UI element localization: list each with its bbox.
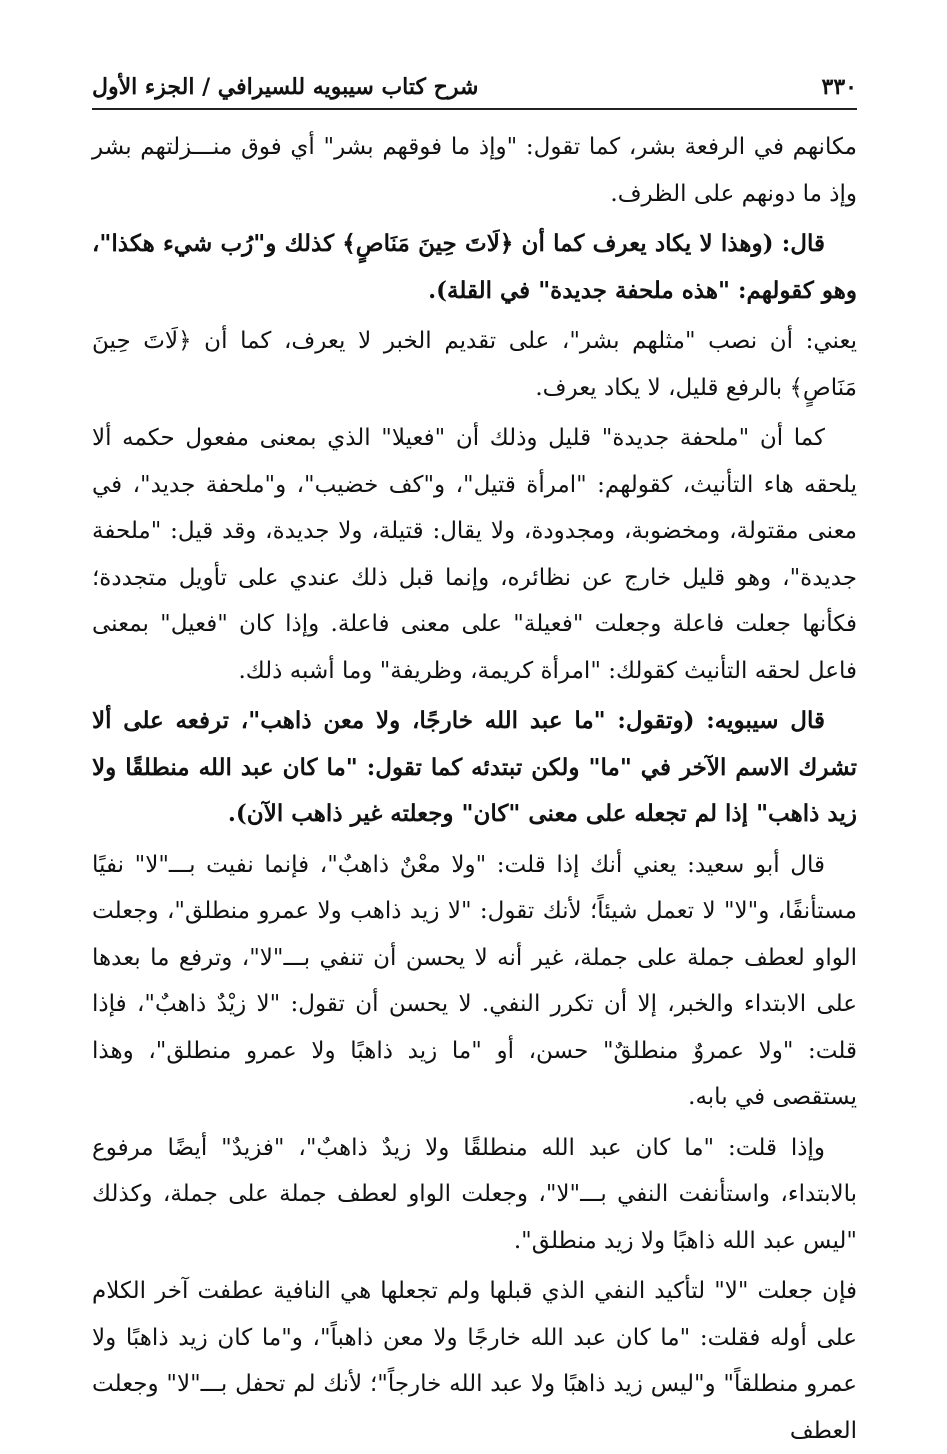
paragraph-8: فإن جعلت "لا" لتأكيد النفي الذي قبلها ولم تجعلها هي النافية عطفت آخر الكلام على أوله فقلت: "ما كان عبد الله خارجًا ولا معن ذاهباً"، و"ما كان زيد ذاهبًا ولا عمرو منطلقاً" و"ليس زيد ذاهبًا ولا عبد الله خارجاً"؛ لأنك لم تحفل بـــ"لا" وجعلت العطف bbox=[92, 1278, 857, 1444]
paragraph-3: يعني: أن نصب "مثلهم بشر"، على تقديم الخبر لا يعرف، كما أن ﴿لَاتَ حِينَ مَنَاصٍ﴾ بالرفع قليل، لا يكاد يعرف. bbox=[92, 328, 857, 401]
page-header bbox=[92, 62, 857, 100]
page-body bbox=[92, 124, 857, 1454]
running-title: شرح كتاب سيبويه للسيرافي / الجزء الأول bbox=[92, 74, 479, 100]
paragraph-2: قال: (وهذا لا يكاد يعرف كما أن ﴿لَاتَ حِينَ مَنَاصٍ﴾ كذلك و"رُب شيء هكذا"، وهو كقولهم: "هذه ملحفة جديدة" في القلة). bbox=[92, 230, 857, 304]
paragraph-5: قال سيبويه: (وتقول: "ما عبد الله خارجًا، ولا معن ذاهب"، ترفعه على ألا تشرك الاسم الآخر في "ما" ولكن تبتدئه كما تقول: "ما كان عبد الله منطلقًا ولا زيد ذاهب" إذا لم تجعله على معنى "كان" وجعلته غير ذاهب الآن). bbox=[92, 707, 857, 827]
paragraph-7: وإذا قلت: "ما كان عبد الله منطلقًا ولا زيدٌ ذاهبٌ"، "فزيدٌ" أيضًا مرفوع بالابتداء، واستأنفت النفي بـــ"لا"، وجعلت الواو لعطف جملة على جملة، وكذلك "ليس عبد الله ذاهبًا ولا زيد منطلق". bbox=[92, 1134, 857, 1254]
paragraph-1: مكانهم في الرفعة بشر، كما تقول: "وإذ ما فوقهم بشر" أي فوق منـــزلتهم بشر وإذ ما دونهم على الظرف. bbox=[92, 134, 857, 207]
page-number: ٣٣٠ bbox=[821, 74, 857, 100]
paragraph-4: كما أن "ملحفة جديدة" قليل وذلك أن "فعيلا" الذي بمعنى مفعول حكمه ألا يلحقه هاء التأنيث، كقولهم: "امرأة قتيل"، و"كف خضيب"، و"ملحفة جديد"، في معنى مقتولة، ومخضوبة، ومجدودة، ولا يقال: قتيلة، ولا جديدة، وقد قيل: "ملحفة جديدة"، وهو قليل خارج عن نظائره، وإنما قبل ذلك عندي على تأويل متجددة؛ فكأنها جعلت فاعلة وجعلت "فعيلة" على معنى فاعلة. وإذا كان "فعيل" بمعنى فاعل لحقه التأنيث كقولك: "امرأة كريمة، وظريفة" وما أشبه ذلك. bbox=[92, 425, 857, 684]
paragraph-6: قال أبو سعيد: يعني أنك إذا قلت: "ولا معْنٌ ذاهبٌ"، فإنما نفيت بـــ"لا" نفيًا مستأنفًا، و"لا" لا تعمل شيئاً؛ لأنك تقول: "لا زيد ذاهب ولا عمرو منطلق"، وجعلت الواو لعطف جملة على جملة، غير أنه لا يحسن أن تنفي بـــ"لا"، وترفع ما بعدها على الابتداء والخبر، إلا أن تكرر النفي. لا يحسن أن تقول: "لا زيْدٌ ذاهبٌ"، فإذا قلت: "ولا عمروٌ منطلقٌ" حسن، أو "ما زيد ذاهبًا ولا عمرو منطلق"، وهذا يستقصى في بابه. bbox=[92, 851, 857, 1110]
header-rule bbox=[92, 108, 857, 110]
